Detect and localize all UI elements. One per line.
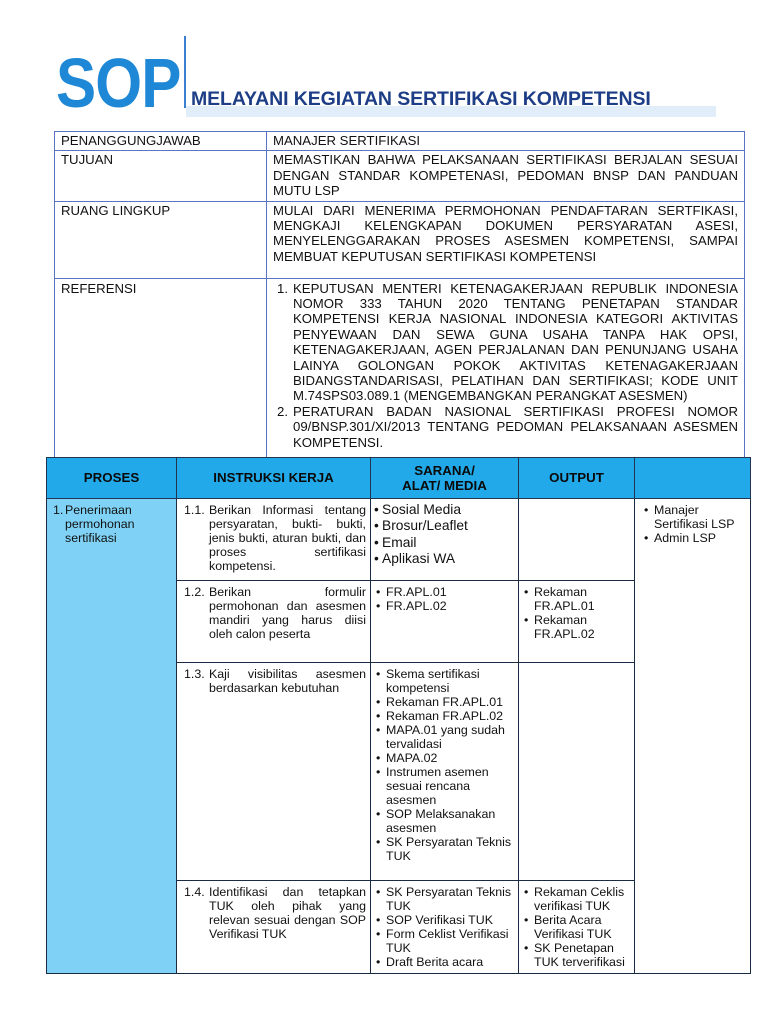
list-item: • Rekaman Ceklis verifikasi TUK [523,885,630,913]
instruksi-number: 1.1. [184,503,205,517]
reference-number: 1. [277,280,288,296]
header-pic [635,458,751,499]
header-sarana [371,458,519,499]
sarana-cell [371,499,519,581]
instruksi-item [181,585,366,641]
document-title: MELAYANI KEGIATAN SERTIFIKASI KOMPETENSI [191,88,651,110]
header-divider-vertical [184,36,186,108]
sarana-list [375,585,514,613]
header-proses: PROSES [47,458,177,499]
list-item: • Berita Acara Verifikasi TUK [523,913,630,941]
process-number: 1. [53,503,64,517]
list-item: • SOP Melaksanakan asesmen [375,807,514,835]
sop-info-table [54,131,745,469]
sarana-cell [371,663,519,881]
instruksi-cell [177,663,371,881]
instruksi-cell [177,581,371,663]
list-item: • Rekaman FR.APL.02 [523,613,630,641]
reference-list [273,281,738,450]
reference-item [273,404,738,450]
list-item: • Skema sertifikasi kompetensi [375,667,514,695]
sarana-list [375,885,514,969]
instruksi-text: Berikan Informasi tentang persyaratan, bukti- bukti, jenis bukti, aturan bukti, dan proses sertifikasi kompetensi. [209,503,366,573]
info-row-ruang-lingkup [55,201,745,278]
list-item: • Rekaman FR.APL.01 [523,585,630,613]
process-text: Penerimaan permohonan sertifikasi [65,503,135,545]
list-item: • Instrumen asemen sesuai rencana asesmen [375,765,514,807]
sarana-cell [371,881,519,974]
instruksi-number: 1.4. [184,885,205,899]
output-cell [519,881,635,974]
instruksi-number: 1.3. [184,667,205,681]
info-value: MULAI DARI MENERIMA PERMOHONAN PENDAFTARAN SERTFIKASI, MENGKAJI KELENGKAPAN DOKUMEN PERSYARATAN ASESI, MENYELENGGARAKAN PROSES ASESMEN KOMPETENSI, SAMPAI MEMBUAT KEPUTUSAN SERTIFIKASI KOMPETENSI [267,201,745,278]
list-item: • SK Persyaratan Teknis TUK [375,885,514,913]
list-item: • Aplikasi WA [375,551,514,567]
process-table-header [47,458,751,499]
info-row-tujuan [55,151,745,201]
reference-text: KEPUTUSAN MENTERI KETENAGAKERJAAN REPUBLIK INDONESIA NOMOR 333 TAHUN 2020 TENTANG PENETAPAN STANDAR KOMPETENSI KERJA NASIONAL INDONESIA KATEGORI AKTIVITAS PENYEWAAN DAN SEWA GUNA USAHA TANPA HAK OPSI, KETENAGAKERJAAN, AGEN PERJALANAN DAN PENUNJANG USAHA LAINYA GOLONGAN POKOK AKTIVITAS KETENAGAKERJAAN BIDANGSTANDARISASI, PELATIHAN DAN SERTIFIKASI; KODE UNIT M.74SPS03.089.1 (MENGEMBANGKAN PERANGKAT ASESMEN) [293,280,738,404]
list-item: • Admin LSP [643,531,746,545]
output-cell [519,663,635,881]
list-item: • Manajer Sertifikasi LSP [643,503,746,531]
instruksi-cell [177,499,371,581]
process-label [53,503,172,545]
info-label: RUANG LINGKUP [55,201,267,278]
instruksi-item [181,667,366,695]
list-item: • Draft Berita acara [375,955,514,969]
output-cell [519,581,635,663]
header-output: OUTPUT [519,458,635,499]
instruksi-number: 1.2. [184,585,205,599]
info-label: TUJUAN [55,151,267,201]
list-item: • SK Penetapan TUK terverifikasi [523,941,630,969]
output-cell [519,499,635,581]
list-item: • Rekaman FR.APL.02 [375,709,514,723]
list-item: • Rekaman FR.APL.01 [375,695,514,709]
list-item: • FR.APL.02 [375,599,514,613]
process-cell [47,499,177,974]
instruksi-item [181,885,366,941]
info-label: REFERENSI [55,278,267,468]
list-item: • SOP Verifikasi TUK [375,913,514,927]
output-list [523,585,630,641]
instruksi-text: Berikan formulir permohonan dan asesmen mandiri yang harus diisi oleh calon peserta [209,585,366,641]
list-item: • Form Ceklist Verifikasi TUK [375,927,514,955]
list-item: • Email [375,535,514,551]
reference-text: PERATURAN BADAN NASIONAL SERTIFIKASI PROFESI NOMOR 09/BNSP.301/XI/2013 TENTANG PEDOMAN PELAKSANAAN ASESMEN KOMPETENSI. [293,403,738,450]
info-value: MANAJER SERTIFIKASI [267,132,745,151]
process-table [46,457,751,974]
info-value: MEMASTIKAN BAHWA PELAKSANAAN SERTIFIKASI BERJALAN SESUAI DENGAN STANDAR KOMPETENASI, PEDOMAN BNSP DAN PANDUAN MUTU LSP [267,151,745,201]
sarana-list [375,667,514,863]
pic-cell [635,499,751,974]
info-label: PENANGGUNGJAWAB [55,132,267,151]
list-item: • FR.APL.01 [375,585,514,599]
output-list [523,885,630,969]
info-row-penanggungjawab [55,132,745,151]
header-instruksi-kerja: INSTRUKSI KERJA [177,458,371,499]
list-item: • Sosial Media [375,502,514,518]
info-value-referensi [267,278,745,468]
instruksi-item [181,503,366,573]
table-row [47,499,751,581]
instruksi-text: Identifikasi dan tetapkan TUK oleh pihak yang relevan sesuai dengan SOP Verifikasi TUK [209,885,366,941]
reference-number: 2. [277,403,288,419]
info-row-referensi [55,278,745,468]
instruksi-cell [177,881,371,974]
instruksi-text: Kaji visibilitas asesmen berdasarkan kebutuhan [209,667,366,695]
list-item: • MAPA.01 yang sudah tervalidasi [375,723,514,751]
sop-logo: SOP [56,44,181,122]
sarana-list [375,502,514,568]
pic-list [643,503,746,545]
reference-item [273,281,738,404]
list-item: • Brosur/Leaflet [375,518,514,534]
list-item: • SK Persyaratan Teknis TUK [375,835,514,863]
header-sarana-text: SARANA/ ALAT/ MEDIA [402,463,487,493]
list-item: • MAPA.02 [375,751,514,765]
sarana-cell [371,581,519,663]
